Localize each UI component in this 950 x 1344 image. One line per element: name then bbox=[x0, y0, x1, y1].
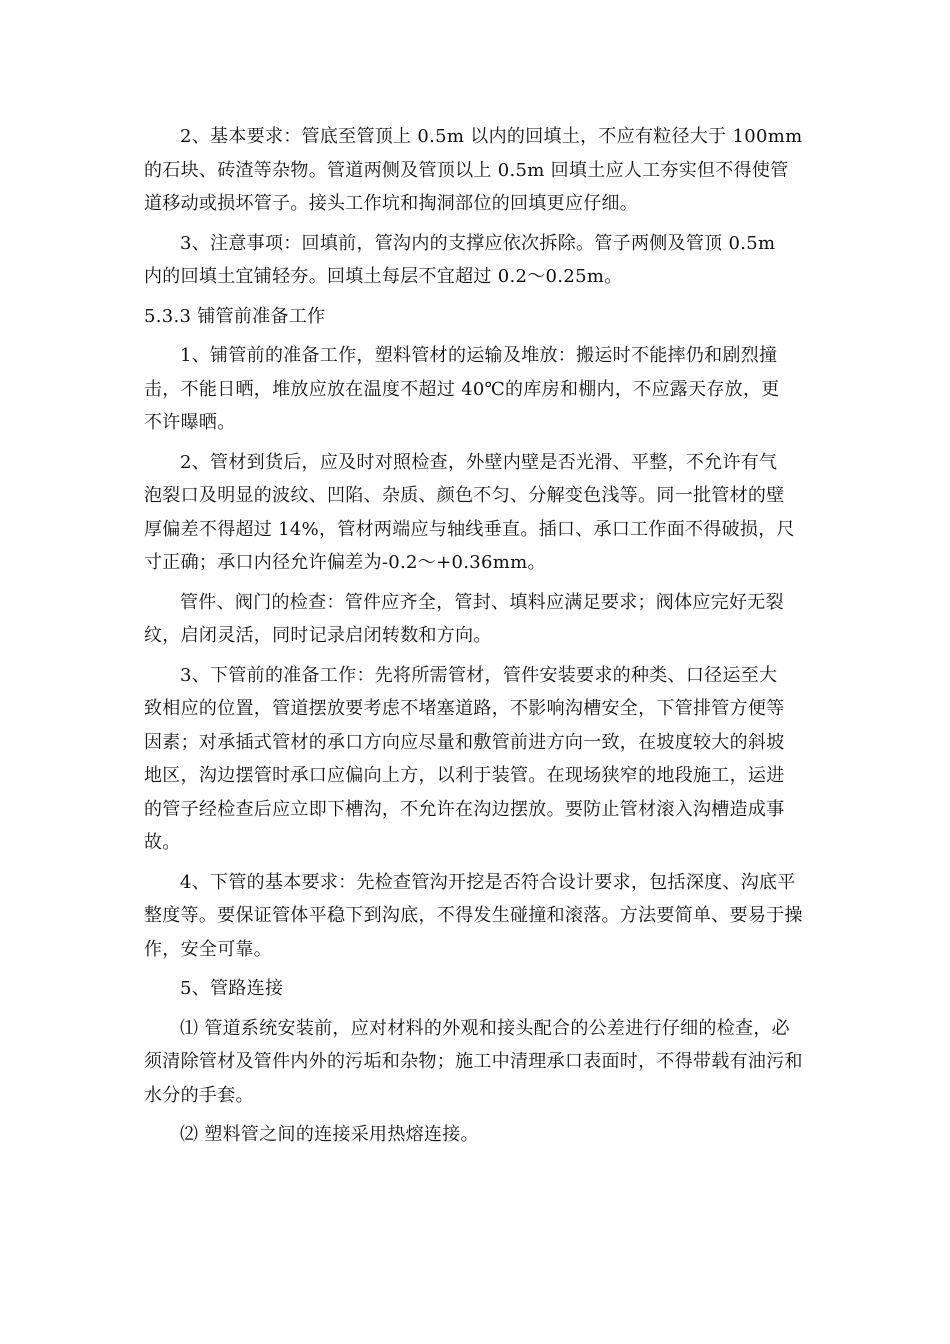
paragraph-heat-fusion bbox=[144, 1118, 814, 1152]
text-line: 内的回填土宜铺轻夯。回填土每层不宜超过 0.2～0.25m。 bbox=[144, 266, 623, 287]
paragraph-transport-storage bbox=[144, 339, 814, 440]
text-line: 3、注意事项：回填前，管沟内的支撑应依次拆除。管子两侧及管顶 0.5m bbox=[180, 232, 776, 254]
text-line: 的管子经检查后应立即下槽沟，不允许在沟边摆放。要防止管材滚入沟槽造成事 bbox=[144, 798, 785, 820]
text-line: ⑴ 管道系统安装前，应对材料的外观和接头配合的公差进行仔细的检查，必 bbox=[180, 1017, 790, 1039]
text-line: 不许曝晒。 bbox=[144, 412, 236, 433]
paragraph-pre-installation-check bbox=[144, 1012, 814, 1113]
section-heading-5-3-3 bbox=[144, 300, 814, 334]
text-line: 因素；对承插式管材的承口方向应尽量和敷管前进方向一致，在坡度较大的斜坡 bbox=[144, 731, 785, 753]
text-line: 道移动或损坏管子。接头工作坑和掏洞部位的回填更应仔细。 bbox=[144, 193, 639, 214]
text-line: 地区，沟边摆管时承口应偏向上方，以利于装管。在现场狭窄的地段施工，运进 bbox=[144, 765, 785, 786]
text-line: 5、管路连接 bbox=[180, 978, 284, 999]
document-page bbox=[144, 120, 814, 1158]
heading-text: 5.3.3 铺管前准备工作 bbox=[144, 305, 326, 327]
text-line: 4、下管的基本要求：先检查管沟开挖是否符合设计要求，包括深度、沟底平 bbox=[180, 871, 796, 893]
text-line: ⑵ 塑料管之间的连接采用热熔连接。 bbox=[180, 1124, 479, 1145]
paragraph-backfill-basic-requirements bbox=[144, 120, 814, 221]
paragraph-lowering-preparation bbox=[144, 659, 814, 860]
text-line: 管件、阀门的检查：管件应齐全，管封、填料应满足要求；阀体应完好无裂 bbox=[180, 591, 784, 613]
paragraph-backfill-notes bbox=[144, 227, 814, 294]
text-line: 整度等。要保证管体平稳下到沟底，不得发生碰撞和滚落。方法要简单、要易于操 bbox=[144, 905, 803, 926]
text-line: 的石块、砖渣等杂物。管道两侧及管顶以上 0.5m 回填土应人工夯实但不得使管 bbox=[144, 159, 789, 181]
text-line: 击，不能日晒，堆放应放在温度不超过 40℃的库房和棚内，不应露天存放，更 bbox=[144, 378, 780, 400]
text-line: 3、下管前的准备工作：先将所需管材，管件安装要求的种类、口径运至大 bbox=[180, 664, 778, 686]
paragraph-pipe-inspection bbox=[144, 446, 814, 580]
text-line: 致相应的位置，管道摆放要考虑不堵塞道路，不影响沟槽安全，下管排管方便等 bbox=[144, 698, 785, 719]
text-line: 2、管材到货后，应及时对照检查，外壁内壁是否光滑、平整，不允许有气 bbox=[180, 451, 778, 473]
text-line: 纹，启闭灵活，同时记录启闭转数和方向。 bbox=[144, 625, 492, 646]
text-line: 1、铺管前的准备工作，塑料管材的运输及堆放：搬运时不能摔仍和剧烈撞 bbox=[180, 345, 778, 366]
paragraph-pipe-connection-title bbox=[144, 972, 814, 1006]
paragraph-fittings-valves bbox=[144, 586, 814, 653]
text-line: 作，安全可靠。 bbox=[144, 938, 273, 960]
paragraph-lowering-requirements bbox=[144, 866, 814, 967]
text-line: 寸正确；承口内径允许偏差为-0.2～+0.36mm。 bbox=[144, 552, 546, 573]
text-line: 2、基本要求：管底至管顶上 0.5m 以内的回填土，不应有粒径大于 100mm bbox=[180, 126, 803, 147]
text-line: 厚偏差不得超过 14%，管材两端应与轴线垂直。插口、承口工作面不得破损，尺 bbox=[144, 518, 795, 540]
text-line: 水分的手套。 bbox=[144, 1084, 254, 1106]
text-line: 须清除管材及管件内外的污垢和杂物；施工中清理承口表面时，不得带载有油污和 bbox=[144, 1051, 803, 1072]
text-line: 泡裂口及明显的波纹、凹陷、杂质、颜色不匀、分解变色浅等。同一批管材的壁 bbox=[144, 485, 785, 506]
text-line: 故。 bbox=[144, 832, 181, 853]
